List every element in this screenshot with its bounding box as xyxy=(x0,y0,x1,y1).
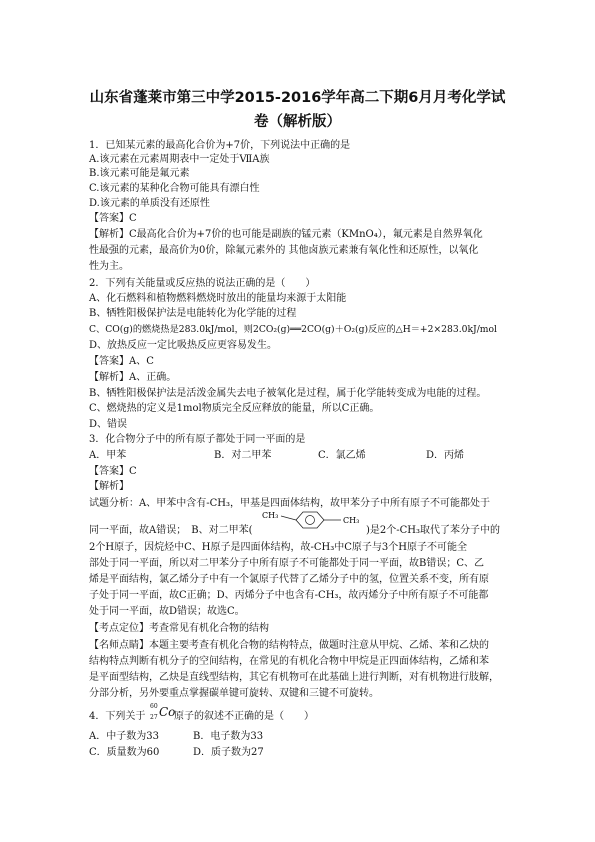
element-symbol: Co xyxy=(159,705,176,719)
q2-explanation-4: D、错误 xyxy=(89,419,128,430)
q3-analysis-7: 处于同一平面，故D错误；故选C。 xyxy=(89,606,245,617)
q2-stem: 2．下列有关能量或反应热的说法正确的是（ ） xyxy=(89,278,316,289)
atomic-number: 27 xyxy=(150,714,158,721)
q2-explanation-1: 【解析】A、正确。 xyxy=(89,372,177,383)
q3-analysis-2a: 同一平面，故A错误； B、对二甲苯( xyxy=(89,525,253,536)
q4-option-d: D．质子数为27 xyxy=(193,747,264,758)
q3-analysis-5: 烯是平面结构，氯乙烯分子中有一个氯原子代替了乙烯分子中的氢，位置关系不变，所有原 xyxy=(89,574,489,585)
q2-option-b: B、牺牲阳极保护法是电能转化为化学能的过程 xyxy=(89,308,297,319)
q3-explanation-tag: 【解析】 xyxy=(89,481,129,492)
title-line-2: 卷（解析版） xyxy=(254,114,341,130)
q1-option-b: B.该元素可能是氟元素 xyxy=(89,168,190,179)
q1-explanation-2: 性最强的元素，最高价为0价，除氟元素外的 其他卤族元素兼有氧化性和还原性，以氧化 xyxy=(89,245,479,256)
mass-number: 60 xyxy=(150,703,158,710)
methyl-label-right: CH₃ xyxy=(343,516,360,525)
q1-explanation-1: 【解析】C最高化合价为+7价的也可能是副族的锰元素（KMnO₄），氟元素是自然界氧化 xyxy=(89,229,483,240)
q3-teacher-note-2: 结构特点判断有机分子的空间结构，在常见的有机化合物中甲烷是正四面体结构，乙烯和苯 xyxy=(89,656,489,667)
p-xylene-structure xyxy=(262,508,366,530)
q4-stem-b: 原子的叙述不正确的是（ ） xyxy=(174,711,314,722)
q3-teacher-note-1: 【名师点睛】本题主要考查有机化合物的结构特点，做题时注意从甲烷、乙烯、苯和乙炔的 xyxy=(89,640,489,651)
q3-answer: 【答案】C xyxy=(89,466,137,477)
q3-analysis-4: 部处于同一平面，所以对二甲苯分子中所有原子不可能都处于同一平面，故B错误；C、乙 xyxy=(89,558,484,569)
q3-analysis-3: 2个H原子，因烷烃中C、H原子是四面体结构，故-CH₃中C原子与3个H原子不可能全 xyxy=(89,542,467,553)
q4-option-b: B．电子数为33 xyxy=(193,731,264,742)
q4-option-c: C．质量数为60 xyxy=(89,747,160,758)
q3-option-c: C．氯乙烯 xyxy=(318,450,366,461)
q1-answer: 【答案】C xyxy=(89,213,137,224)
q2-option-d: D、放热反应一定比吸热反应更容易发生。 xyxy=(89,340,278,351)
q3-analysis-6: 子处于同一平面，故C正确；D、丙烯分子中也含有-CH₃，故丙烯分子中所有原子不可能都 xyxy=(89,590,489,601)
q2-answer: 【答案】A、C xyxy=(89,356,154,367)
q1-explanation-3: 性为主。 xyxy=(89,261,129,272)
q2-option-c: C、CO(g)的燃烧热是283.0kJ/mol，则2CO₂(g)══2CO(g)＋O₂(g)反应的△H＝+2×283.0kJ/mol xyxy=(89,324,497,335)
q3-option-d: D．丙烯 xyxy=(426,450,465,461)
q2-option-a: A、化石燃料和植物燃料燃烧时放出的能量均来源于太阳能 xyxy=(89,293,347,304)
q2-explanation-3: C、燃烧热的定义是1mol物质完全反应释放的能量，所以C正确。 xyxy=(89,403,380,414)
q3-option-b: B．对二甲苯 xyxy=(214,450,272,461)
q1-stem: 1．已知某元素的最高化合价为+7价，下列说法中正确的是 xyxy=(89,140,351,151)
methyl-label-left: CH₃ xyxy=(262,511,279,520)
q3-teacher-note-4: 分部分析，另外要重点掌握碳单键可旋转、双键和三键不可旋转。 xyxy=(89,688,379,699)
q3-analysis-1: 试题分析：A、甲苯中含有-CH₃，甲基是四面体结构，故甲苯分子中所有原子不可能都处于 xyxy=(89,498,490,509)
q3-option-a: A．甲苯 xyxy=(89,450,127,461)
q1-option-a: A.该元素在元素周期表中一定处于ⅦA族 xyxy=(89,154,270,165)
q1-option-d: D.该元素的单质没有还原性 xyxy=(89,198,210,209)
q3-analysis-2b: )是2个-CH₃取代了苯分子中的 xyxy=(366,525,501,536)
q4-option-a: A．中子数为33 xyxy=(89,731,159,742)
q4-stem-a: 4．下列关于 xyxy=(89,711,146,722)
q1-option-c: C.该元素的某种化合物可能具有漂白性 xyxy=(89,183,260,194)
q3-stem: 3．化合物分子中的所有原子都处于同一平面的是 xyxy=(89,434,306,445)
q3-key-point: 【考点定位】考查常见有机化合物的结构 xyxy=(89,623,269,634)
title-line-1: 山东省蓬莱市第三中学2015-2016学年高二下期6月月考化学试 xyxy=(89,90,506,106)
q3-teacher-note-3: 是平面型结构，乙炔是直线型结构，其它有机物可在此基础上进行判断，对有机物进行肢解， xyxy=(89,672,499,683)
q2-explanation-2: B、牺牲阳极保护法是活泼金属失去电子被氧化是过程，属于化学能转变成为电能的过程。 xyxy=(89,388,487,399)
